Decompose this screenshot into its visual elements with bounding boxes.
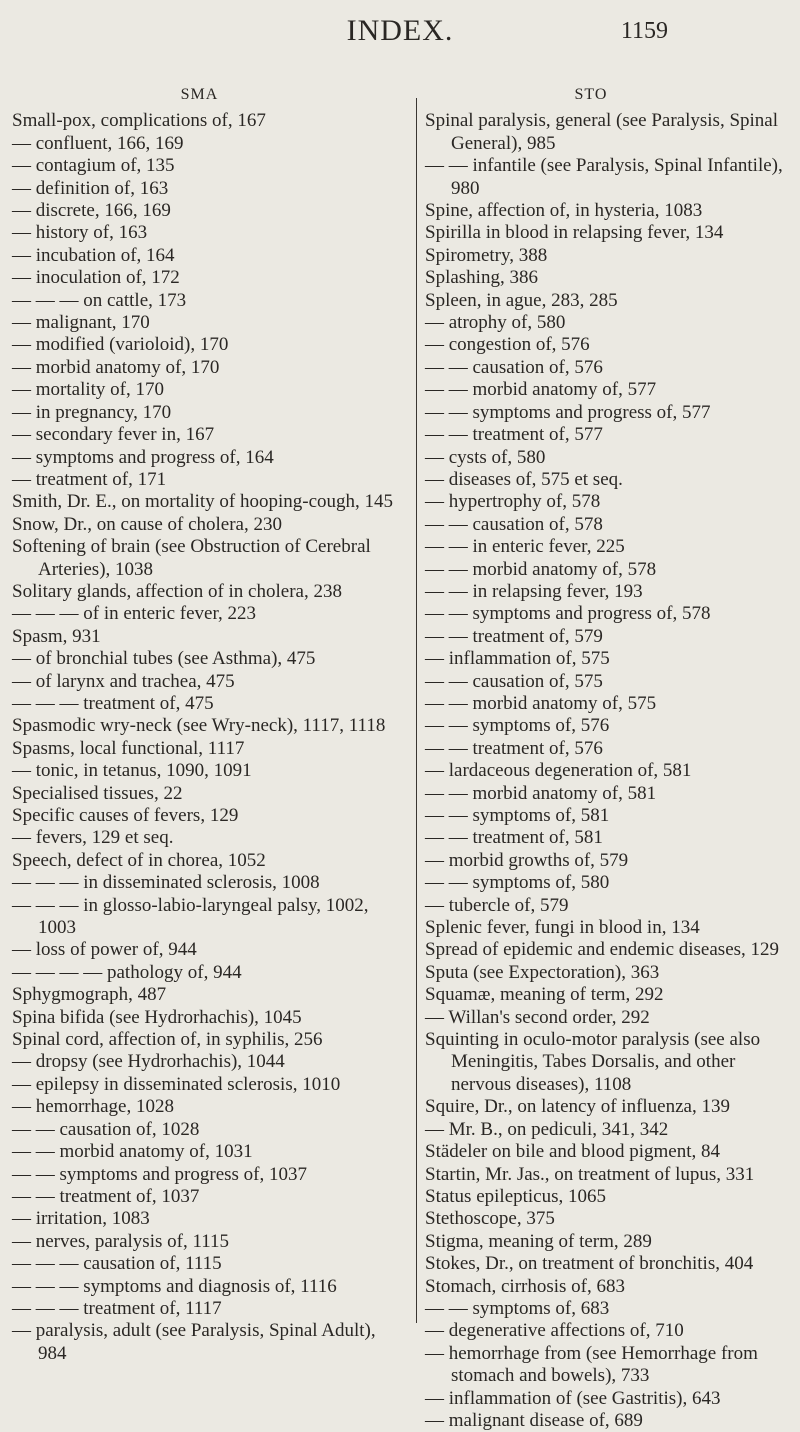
index-entry: — epilepsy in disseminated sclerosis, 1010 — [12, 1073, 341, 1095]
index-entry: — mortality of, 170 — [12, 379, 164, 401]
index-entry: — — symptoms and progress of, 577 — [425, 401, 711, 423]
index-entry: — of bronchial tubes (see Asthma), 475 — [12, 648, 316, 670]
index-entry: — lardaceous degeneration of, 581 — [425, 760, 692, 782]
index-entry: Smith, Dr. E., on mortality of hooping-cough, 145 — [12, 491, 394, 513]
index-entry: Stigma, meaning of term, 289 — [425, 1230, 652, 1252]
index-entry: — definition of, 163 — [12, 177, 169, 199]
index-entry: — — symptoms of, 581 — [425, 805, 610, 826]
index-entry: — — — symptoms and diagnosis of, 1116 — [12, 1275, 337, 1297]
index-entry: Startin, Mr. Jas., on treatment of lupus, 331 — [425, 1163, 755, 1185]
index-entry: — loss of power of, 944 — [12, 939, 197, 961]
index-entry: Snow, Dr., on cause of cholera, 230 — [12, 513, 282, 535]
index-entry: — — in enteric fever, 225 — [425, 536, 625, 558]
index-entry: — — — in disseminated sclerosis, 1008 — [12, 872, 320, 894]
index-entry: — — treatment of, 577 — [425, 424, 603, 446]
index-entry: Sphygmograph, 487 — [12, 984, 167, 1006]
index-entry: — symptoms and progress of, 164 — [12, 446, 274, 468]
index-entry: Splashing, 386 — [425, 267, 538, 289]
index-entry: — incubation of, 164 — [12, 244, 175, 266]
index-entry: — hemorrhage, 1028 — [12, 1096, 174, 1118]
index-entry: Sputa (see Expectoration), 363 — [425, 961, 660, 983]
index-entry: — Mr. B., on pediculi, 341, 342 — [425, 1118, 669, 1140]
index-entry: — — — treatment of, 475 — [12, 692, 214, 714]
index-entry: Spinal paralysis, general (see Paralysis, Spinal General), 985 — [425, 110, 779, 154]
index-entry: Stomach, cirrhosis of, 683 — [425, 1275, 626, 1297]
index-entry: — irritation, 1083 — [12, 1208, 150, 1230]
index-entry: Spasmodic wry-neck (see Wry-neck), 1117, 1118 — [12, 715, 386, 737]
index-entry: Status epilepticus, 1065 — [425, 1185, 607, 1207]
index-entry: — inflammation of, 575 — [425, 648, 610, 670]
index-entry: Spina bifida (see Hydrorhachis), 1045 — [12, 1006, 302, 1028]
index-entry: — cysts of, 580 — [425, 446, 546, 468]
index-entry: — — morbid anatomy of, 578 — [425, 558, 657, 580]
index-entry: — — — — pathology of, 944 — [12, 961, 242, 983]
page-number: 1159 — [620, 18, 668, 44]
index-entry: — contagium of, 135 — [12, 155, 175, 177]
index-entry: — inflammation of (see Gastritis), 643 — [425, 1387, 721, 1409]
index-entry: Squinting in oculo-motor paralysis (see also Meningitis, Tabes Dorsalis, and other nervous diseases), 1108 — [425, 1029, 761, 1095]
index-entry: — — treatment of, 1037 — [12, 1185, 200, 1207]
index-entry: — — — treatment of, 1117 — [12, 1297, 222, 1319]
index-entry: Spirilla in blood in relapsing fever, 134 — [425, 222, 724, 244]
index-entry: — — infantile (see Paralysis, Spinal Infantile), 980 — [425, 155, 783, 199]
index-entry: Spine, affection of, in hysteria, 1083 — [425, 200, 703, 222]
index-entry: — fevers, 129 et seq. — [12, 827, 174, 849]
index-entry: — — causation of, 576 — [425, 356, 603, 378]
index-entry: — malignant, 170 — [12, 312, 150, 334]
index-entry: Städeler on bile and blood pigment, 84 — [425, 1141, 720, 1163]
index-entry: Spinal cord, affection of, in syphilis, 256 — [12, 1029, 323, 1051]
index-entry: — atrophy of, 580 — [425, 312, 566, 334]
index-entry: — confluent, 166, 169 — [12, 132, 184, 154]
index-entry: — degenerative affections of, 710 — [425, 1320, 684, 1342]
index-entry: — — treatment of, 576 — [425, 737, 603, 759]
index-entry: Spirometry, 388 — [425, 244, 548, 266]
entry-list — [425, 110, 797, 1432]
index-column-right — [425, 84, 797, 1432]
index-entry: Squire, Dr., on latency of influenza, 139 — [425, 1096, 730, 1118]
index-entry: — discrete, 166, 169 — [12, 200, 171, 222]
column-divider — [416, 98, 417, 1323]
index-entry: — morbid anatomy of, 170 — [12, 356, 220, 378]
index-entry: — tonic, in tetanus, 1090, 1091 — [12, 760, 252, 782]
index-entry: — diseases of, 575 et seq. — [425, 468, 623, 490]
index-entry: — of larynx and trachea, 475 — [12, 670, 235, 692]
index-entry: — — in relapsing fever, 193 — [425, 580, 643, 602]
index-entry: — history of, 163 — [12, 222, 148, 244]
index-column-left — [12, 84, 407, 1365]
index-entry: Splenic fever, fungi in blood in, 134 — [425, 917, 700, 939]
index-entry: Softening of brain (see Obstruction of Cerebral Arteries), 1038 — [12, 536, 371, 580]
index-entry: — in pregnancy, 170 — [12, 401, 172, 423]
index-entry: Squamæ, meaning of term, 292 — [425, 984, 664, 1006]
index-entry: — — treatment of, 581 — [425, 827, 603, 849]
index-entry: Spread of epidemic and endemic diseases, 129 — [425, 939, 780, 961]
index-entry: — — — on cattle, 173 — [12, 289, 187, 311]
index-entry: Spasms, local functional, 1117 — [12, 737, 245, 759]
index-entry: — — symptoms of, 576 — [425, 715, 610, 737]
index-entry: — modified (varioloid), 170 — [12, 334, 229, 356]
index-entry: — paralysis, adult (see Paralysis, Spinal Adult), 984 — [12, 1320, 376, 1364]
index-entry: — hemorrhage from (see Hemorrhage from stomach and bowels), 733 — [425, 1342, 758, 1387]
index-entry: — — morbid anatomy of, 1031 — [12, 1141, 253, 1163]
index-entry: — — causation of, 578 — [425, 513, 603, 535]
index-entry: — — causation of, 1028 — [12, 1118, 200, 1140]
index-entry: — morbid growths of, 579 — [425, 849, 629, 871]
page-header — [0, 0, 800, 70]
index-entry: — tubercle of, 579 — [425, 894, 569, 916]
index-entry: — inoculation of, 172 — [12, 267, 180, 289]
index-entry: Specific causes of fevers, 129 — [12, 805, 239, 826]
index-entry: Spasm, 931 — [12, 625, 101, 647]
index-entry: — — symptoms and progress of, 1037 — [12, 1163, 308, 1185]
index-entry: — — morbid anatomy of, 581 — [425, 782, 657, 804]
index-entry: — malignant disease of, 689 — [425, 1409, 643, 1431]
index-entry: — secondary fever in, 167 — [12, 424, 215, 446]
index-entry: — — — in glosso-labio-laryngeal palsy, 1002, 1003 — [12, 894, 369, 939]
column-heading: STO — [574, 86, 608, 103]
index-entry: — treatment of, 171 — [12, 468, 167, 490]
index-entry: — — symptoms and progress of, 578 — [425, 603, 711, 625]
column-heading: SMA — [180, 86, 219, 103]
index-entry: — — morbid anatomy of, 577 — [425, 379, 657, 401]
page-title: INDEX. — [346, 14, 454, 47]
index-entry: — — morbid anatomy of, 575 — [425, 692, 657, 714]
index-entry: Stokes, Dr., on treatment of bronchitis, 404 — [425, 1253, 754, 1275]
entry-list — [12, 110, 407, 1365]
index-entry: — — — of in enteric fever, 223 — [12, 603, 257, 625]
index-entry: — congestion of, 576 — [425, 334, 590, 356]
index-entry: — — symptoms of, 580 — [425, 872, 610, 894]
index-entry: Specialised tissues, 22 — [12, 782, 183, 804]
index-entry: Speech, defect of in chorea, 1052 — [12, 849, 266, 871]
index-entry: — — — causation of, 1115 — [12, 1253, 222, 1275]
index-entry: Solitary glands, affection of in cholera, 238 — [12, 580, 342, 602]
index-entry: Small-pox, complications of, 167 — [12, 110, 266, 132]
index-entry: Spleen, in ague, 283, 285 — [425, 289, 618, 311]
index-entry: — — causation of, 575 — [425, 670, 603, 692]
index-entry: — nerves, paralysis of, 1115 — [12, 1230, 230, 1252]
index-entry: — — treatment of, 579 — [425, 625, 603, 647]
index-entry: Stethoscope, 375 — [425, 1208, 555, 1230]
index-entry: — Willan's second order, 292 — [425, 1006, 650, 1028]
index-entry: — dropsy (see Hydrorhachis), 1044 — [12, 1051, 285, 1073]
index-entry: — hypertrophy of, 578 — [425, 491, 601, 513]
index-entry: — — symptoms of, 683 — [425, 1297, 610, 1319]
